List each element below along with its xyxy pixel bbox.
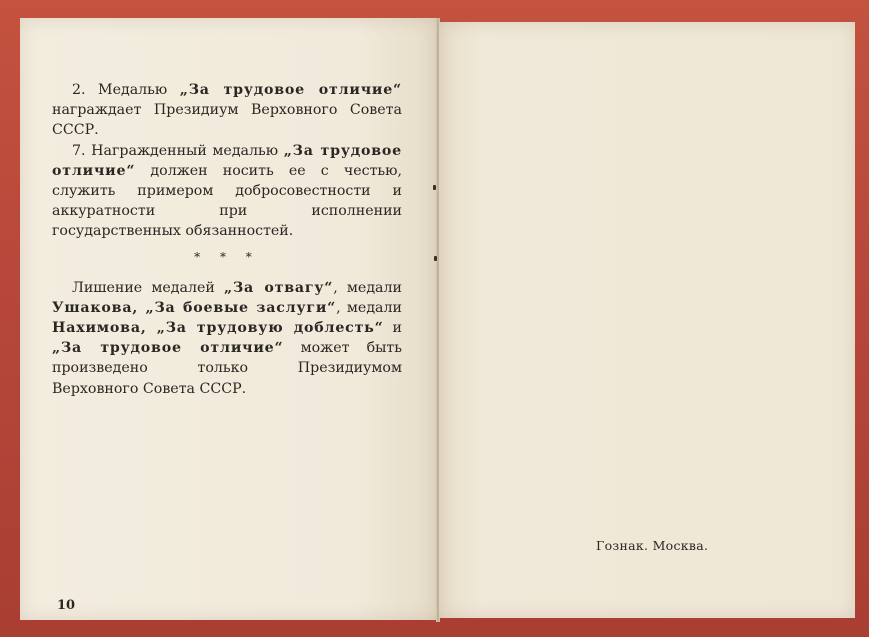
page-number: 10 (57, 598, 76, 613)
medal-name: Ушакова, „За боевые заслуги“ (52, 299, 337, 316)
paragraph-medal-award (52, 80, 402, 141)
spine-stitch (434, 256, 437, 261)
text-span: , медали (333, 279, 402, 296)
left-page-text (52, 80, 402, 399)
medal-name: „За отвагу“ (224, 279, 334, 296)
section-separator: * * * (194, 249, 260, 264)
medal-name: „За трудовое отличие“ (52, 142, 402, 179)
text-span: 7. Награжденный медалью (72, 142, 284, 159)
text-span: должен носить ее с честью, служить примером добросовестности и аккуратности при исполнении государственных обязанностей. (52, 162, 402, 240)
spine-stitch (433, 185, 436, 190)
medal-name: „За трудовое отличие“ (52, 340, 284, 357)
paragraph-medal-duties (52, 141, 402, 242)
text-span: Лишение медалей (72, 279, 224, 296)
paragraph-medal-revocation (52, 278, 402, 399)
medal-name: Нахимова, „За трудовую доблесть“ (52, 320, 384, 337)
text-span: и (383, 320, 402, 337)
medal-name: „За трудовое отличие“ (179, 82, 402, 98)
text-span: может быть произведено только Президиумом Верховного Совета СССР. (52, 340, 402, 397)
left-page (20, 18, 437, 620)
text-span: 2. Медалью (72, 82, 180, 98)
printer-imprint: Гознак. Москва. (596, 538, 709, 553)
text-span: , медали (336, 299, 402, 316)
text-span: награждает Президиум Верховного Совета СССР. (52, 102, 402, 139)
right-page (439, 22, 855, 618)
